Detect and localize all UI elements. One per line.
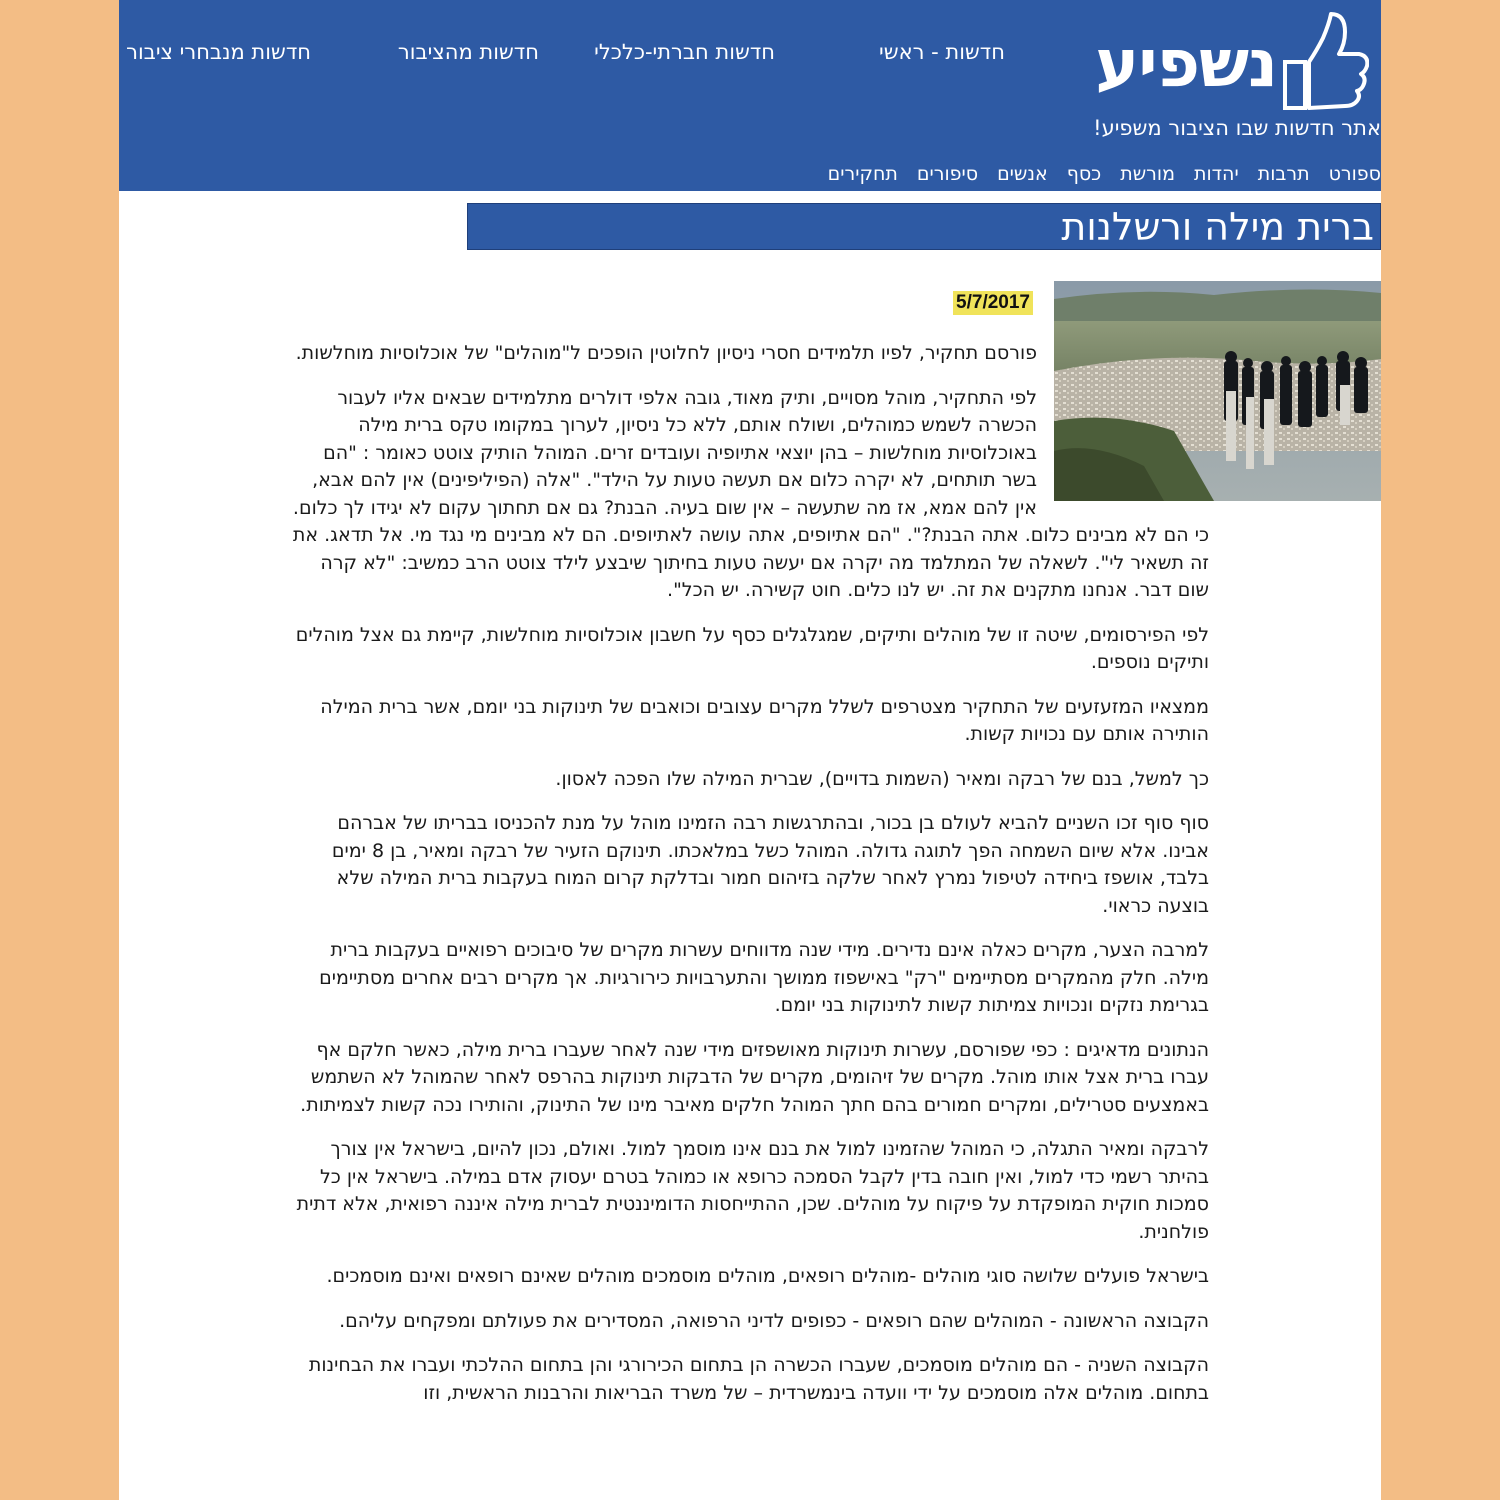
article-date: 5/7/2017 bbox=[953, 291, 1033, 315]
nav-sport[interactable]: ספורט bbox=[1328, 163, 1381, 185]
article-paragraph: לפי התחקיר, מוהל מסויים, ותיק מאוד, גובה אלפי דולרים מתלמידים שבאים אליו לעבור הכשרה לשמש כמוהלים, ושולח אותם, ללא כל ניסיון, לערוך במקומו טקס ברית מילה באוכלוסיות מוחלשות – בהן יוצאי אתיופיה ועובדים זרים. המוהל הותיק צוטט כאומר : "הם בשר תותחים, לא יקרה כלום אם תעשה טעות על הילד". "אלה (הפיליפינים) אין להם אבא, אין להם אמא, אז מה שתעשה – אין שום בעיה. הבנת? גם אם תחתוך עקום לא יגידו לך כלום. כי הם לא מבינים כלום. אתה הבנת?". "הם אתיופים, אתה עושה לאתיופים. הם לא מבינים מי נגד מי. אל תדאג. את זה תשאיר לי". לשאלה של המתלמד מה יקרה אם יעשה טעות בחיתוך שיבצע לילד צוטט הרב כמשיב: "לא קרה שום דבר. אנחנו מתקנים את זה. יש לנו כלים. חוט קשירה. יש הכל". bbox=[292, 386, 1209, 601]
nav-judaism[interactable]: יהדות bbox=[1194, 163, 1239, 185]
article-title-bar bbox=[467, 203, 1381, 250]
nav-news-main[interactable]: חדשות - ראשי bbox=[879, 40, 1005, 64]
site-logo[interactable] bbox=[1064, 10, 1369, 110]
article-paragraph: בישראל פועלים שלושה סוגי מוהלים -מוהלים רופאים, מוהלים מוסמכים מוהלים שאינם רופאים ואינם מוסמכים. bbox=[326, 1265, 1209, 1287]
article-paragraph: פורסם תחקיר, לפיו תלמידים חסרי ניסיון לחלוטין הופכים ל"מוהלים" של אוכלוסיות מוחלשות. bbox=[295, 342, 1037, 364]
article-paragraph: הקבוצה הראשונה - המוהלים שהם רופאים - כפופים לדיני הרפואה, המסדירים את פעולתם ומפקחים עליהם. bbox=[339, 1309, 1209, 1332]
article-paragraph: למרבה הצער, מקרים כאלה אינם נדירים. מידי שנה מדווחים עשרות מקרים של סיבוכים רפואיים בעקבות ברית מילה. חלק מהמקרים מסתיימים "רק" באישפוז ממושך והתערבויות כירורגיות. אך מקרים רבים אחרים מסתיימים בגרימת נזקים ונכויות צמיתות קשות לתינוקות בני יומם. bbox=[319, 939, 1209, 1016]
article-paragraph: לפי הפירסומים, שיטה זו של מוהלים ותיקים, שמגלגלים כסף על חשבון אוכלוסיות מוחלשות, קיימת גם אצל מוהלים ותיקים נוספים. bbox=[295, 623, 1209, 673]
article-paragraph: לרבקה ומאיר התגלה, כי המוהל שהזמינו למול את בנם אינו מוסמך למול. ואולם, נכון להיום, בישראל אין צורך בהיתר רשמי כדי למול, ואין חובה בדין לקבל הסמכה כרופא או כמוהל בטרם יעסוק אדם במילה. בישראל אין כל סמכות חוקית המופקדת על פיקוח על מוהלים. שכן, ההתייחסות הדומיננטית לברית מילה איננה רפואית, אלא דתית פולחנית. bbox=[296, 1138, 1209, 1243]
nav-people[interactable]: אנשים bbox=[997, 163, 1048, 185]
nav-stories[interactable]: סיפורים bbox=[916, 163, 979, 185]
nav-culture[interactable]: תרבות bbox=[1257, 163, 1310, 185]
nav-heritage[interactable]: מורשת bbox=[1120, 163, 1175, 185]
site-tagline: אתר חדשות שבו הציבור משפיע! bbox=[1093, 116, 1381, 140]
thumbs-up-icon bbox=[1279, 10, 1369, 110]
nav-investigations[interactable]: תחקירים bbox=[827, 163, 898, 185]
nav-money[interactable]: כסף bbox=[1066, 163, 1102, 185]
newspaper-page bbox=[119, 0, 1381, 1500]
site-header bbox=[119, 0, 1381, 191]
article-title: ברית מילה ורשלנות bbox=[1061, 205, 1374, 249]
nav-news-public[interactable]: חדשות מהציבור bbox=[397, 40, 539, 64]
article-paragraph: סוף סוף זכו השניים להביא לעולם בן בכור, ובהתרגשות רבה הזמינו מוהל על מנת להכניסו בבריתו של אברהם אבינו. אלא שיום השמחה הפך לתוגה גדולה. המוהל כשל במלאכתו. תינוקם הזעיר של רבקה ומאיר, בן 8 ימים בלבד, אושפז ביחידה לטיפול נמרץ לאחר שלקה בזיהום חמור ובדלקת קרום המוח בעקבות ברית המילה שלא בוצעה כראוי. bbox=[331, 812, 1209, 917]
article-body bbox=[289, 340, 1209, 1424]
nav-news-officials[interactable]: חדשות מנבחרי ציבור bbox=[126, 40, 311, 64]
logo-text: נשפיע bbox=[1095, 25, 1277, 102]
article-paragraph: כך למשל, בנם של רבקה ומאיר (השמות בדויים), שברית המילה שלו הפכה לאסון. bbox=[555, 767, 1209, 790]
article-paragraph: ממצאיו המזעזעים של התחקיר מצטרפים לשלל מקרים עצובים וכואבים של תינוקות בני יומם, אשר ברית המילה הותירה אותם עם נכויות קשות. bbox=[320, 695, 1209, 745]
nav-news-socioeconomic[interactable]: חדשות חברתי-כלכלי bbox=[594, 40, 775, 64]
category-nav bbox=[828, 163, 1381, 185]
article-paragraph: הקבוצה השניה - הם מוהלים מוסמכים, שעברו הכשרה הן בתחום הכירורגי והן בתחום ההלכתי ועברו את הבחינות בתחום. מוהלים אלה מוסמכים על ידי וועדה בינמשרדית – של משרד הבריאות והרבנות הראשית, וזו bbox=[308, 1354, 1209, 1404]
article-paragraph: הנתונים מדאיגים : כפי שפורסם, עשרות תינוקות מאושפזים מידי שנה לאחר שעברו ברית מילה, כאשר חלקם אף עברו ברית אצל אותו מוהל. מקרים של זיהומים, מקרים של הדבקות תינוקות בהרפס לאחר שהמוהל לא השתמש באמצעים סטרילים, ומקרים חמורים בהם חתך המוהל חלקים מאיבר מינו של התינוק, והותירו נכה קשות לצמיתות. bbox=[300, 1038, 1209, 1116]
